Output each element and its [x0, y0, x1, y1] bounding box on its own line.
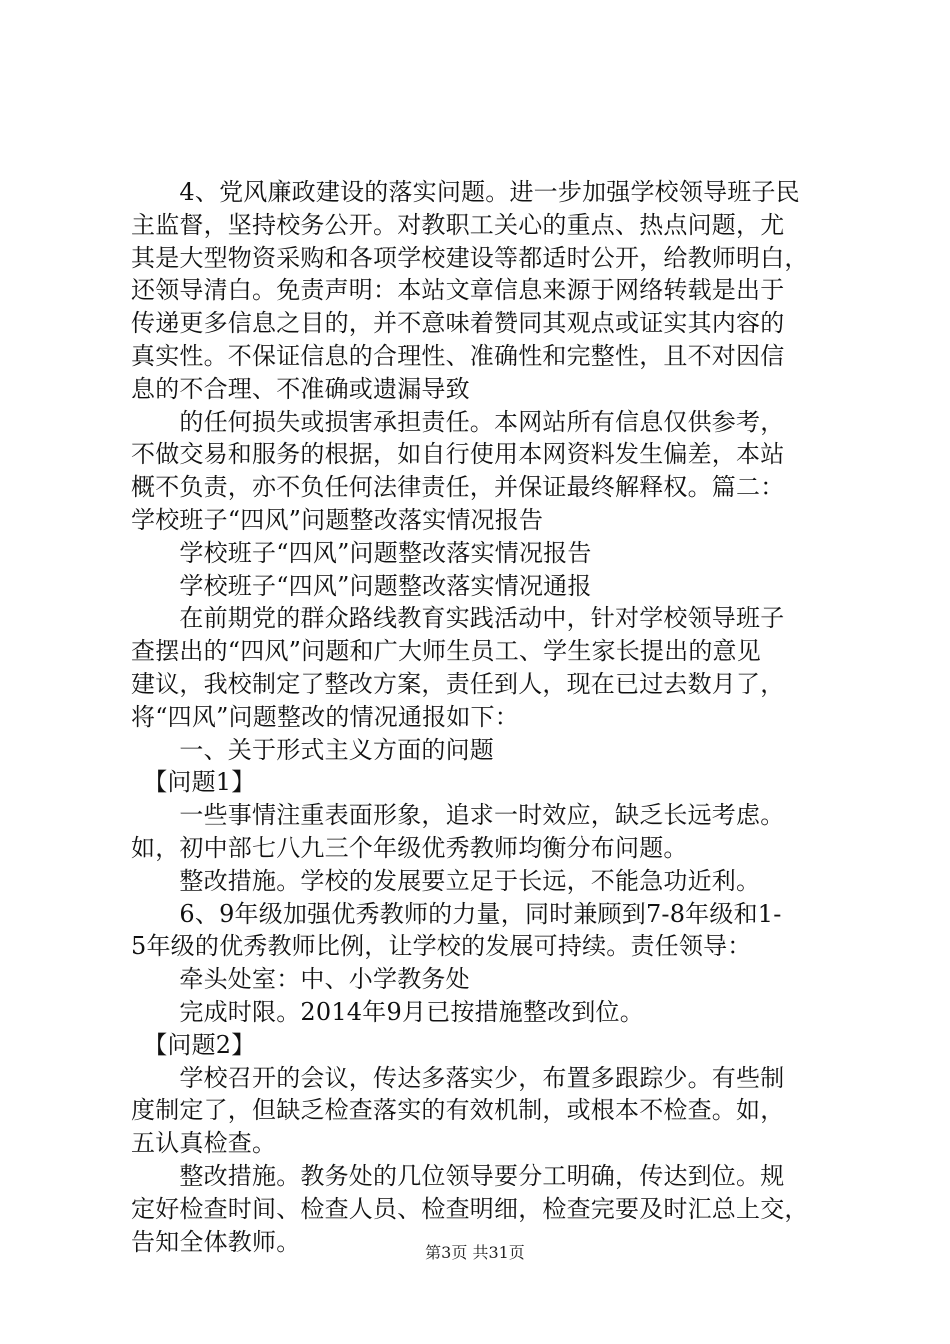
text-line: 完成时限。2014年9月已按措施整改到位。 — [131, 997, 644, 1026]
text-line: 5年级的优秀教师比例，让学校的发展可持续。责任领导： — [131, 932, 752, 961]
text-line: 其是大型物资采购和各项学校建设等都适时公开，给教师明白， — [131, 243, 809, 272]
text-line: 学校班子“四风”问题整改落实情况报告 — [131, 538, 592, 567]
text-line: 一、关于形式主义方面的问题 — [131, 735, 494, 764]
text-line: 牵头处室：中、小学教务处 — [131, 965, 470, 994]
text-line: 真实性。不保证信息的合理性、准确性和完整性，且不对因信 — [131, 341, 785, 370]
text-line: 告知全体教师。 — [131, 1227, 301, 1256]
text-line: 息的不合理、不准确或遗漏导致 — [131, 374, 470, 403]
page-footer: 第3页 共31页 — [425, 1243, 525, 1262]
text-line: 【问题1】 — [131, 768, 256, 797]
text-line: 定好检查时间、检查人员、检查明细，检查完要及时汇总上交， — [131, 1194, 809, 1223]
text-line: 6、9年级加强优秀教师的力量，同时兼顾到7-8年级和1- — [131, 899, 782, 928]
text-line: 不做交易和服务的根据，如自行使用本网资料发生偏差，本站 — [131, 440, 785, 469]
text-line: 学校班子“四风”问题整改落实情况报告 — [131, 505, 544, 534]
text-line: 学校召开的会议，传达多落实少，布置多跟踪少。有些制 — [131, 1063, 785, 1092]
text-line: 如，初中部七八九三个年级优秀教师均衡分布问题。 — [131, 833, 688, 862]
text-line: 整改措施。学校的发展要立足于长远，不能急功近利。 — [131, 866, 761, 895]
document-body — [131, 176, 831, 1258]
text-line: 度制定了，但缺乏检查落实的有效机制，或根本不检查。如， — [131, 1096, 785, 1125]
text-line: 的任何损失或损害承担责任。本网站所有信息仅供参考， — [131, 407, 785, 436]
text-line: 还领导清白。免责声明：本站文章信息来源于网络转载是出于 — [131, 276, 785, 305]
text-line: 概不负责，亦不负任何法律责任，并保证最终解释权。篇二： — [131, 473, 785, 502]
text-line: 整改措施。教务处的几位领导要分工明确，传达到位。规 — [131, 1161, 785, 1190]
text-line: 一些事情注重表面形象，追求一时效应，缺乏长远考虑。 — [131, 801, 785, 830]
text-line: 【问题2】 — [131, 1030, 256, 1059]
text-line: 查摆出的“四风”问题和广大师生员工、学生家长提出的意见 — [131, 637, 761, 666]
text-line: 4、党风廉政建设的落实问题。进一步加强学校领导班子民 — [131, 178, 800, 206]
text-line: 传递更多信息之目的，并不意味着赞同其观点或证实其内容的 — [131, 309, 785, 338]
text-line: 学校班子“四风”问题整改落实情况通报 — [131, 571, 592, 600]
text-line: 将“四风”问题整改的情况通报如下： — [131, 702, 519, 731]
text-line: 主监督，坚持校务公开。对教职工关心的重点、热点问题，尤 — [131, 210, 785, 239]
text-line: 五认真检查。 — [131, 1129, 277, 1158]
text-line: 建议，我校制定了整改方案，责任到人，现在已过去数月了， — [131, 669, 785, 698]
text-line: 在前期党的群众路线教育实践活动中，针对学校领导班子 — [131, 604, 785, 633]
